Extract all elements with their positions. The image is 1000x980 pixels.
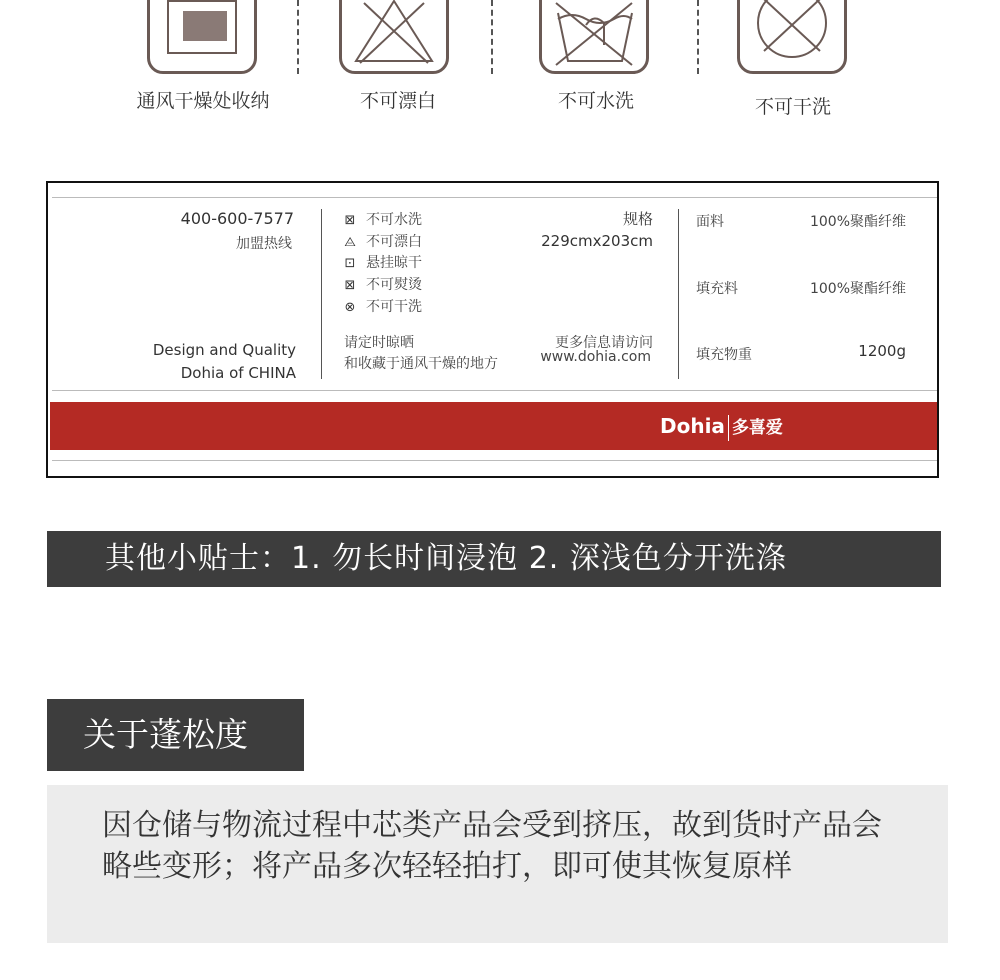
care-list-item: ⊠ 不可水洗 bbox=[342, 209, 422, 229]
divider bbox=[697, 0, 699, 74]
divider bbox=[52, 390, 937, 391]
filling-value: 100%聚酯纤维 bbox=[809, 281, 906, 297]
filling-weight-label: 填充物重 bbox=[696, 347, 752, 363]
divider bbox=[678, 209, 679, 379]
no-bleach-icon bbox=[339, 0, 449, 74]
brand-band bbox=[50, 402, 937, 450]
hotline-label: 加盟热线 bbox=[236, 236, 292, 252]
fluffiness-paragraph: 因仓储与物流过程中芯类产品会受到挤压，故到货时产品会略些变形；将产品多次轻轻拍打，即可使其恢复原样 bbox=[102, 808, 882, 884]
more-info-line-2: www.dohia.com bbox=[540, 349, 651, 365]
care-list-item: ⊗ 不可干洗 bbox=[342, 296, 422, 316]
design-line-2: Dohia of CHINA bbox=[180, 364, 296, 382]
more-info-line-1: 更多信息请访问 bbox=[555, 335, 653, 351]
brand-logo bbox=[660, 413, 783, 441]
fabric-value: 100%聚酯纤维 bbox=[809, 214, 906, 230]
care-label: 不可漂白 bbox=[359, 90, 436, 112]
section-heading: 关于蓬松度 bbox=[47, 699, 304, 771]
brand-latin: Dohia bbox=[660, 414, 725, 438]
hotline-number: 400-600-7577 bbox=[180, 209, 294, 228]
filling-weight-value: 1200g bbox=[858, 342, 906, 360]
spec-label: 规格 bbox=[622, 210, 653, 228]
fluffiness-note-box bbox=[47, 785, 948, 943]
care-label: 通风干燥处收纳 bbox=[136, 90, 270, 112]
no-wash-icon: ⊠ bbox=[344, 213, 356, 228]
spec-value: 229cmx203cm bbox=[541, 232, 653, 250]
dry-flat-shade-icon bbox=[147, 0, 257, 74]
care-list-item: ⨺ 不可漂白 bbox=[342, 231, 422, 251]
divider bbox=[321, 209, 322, 379]
product-label-card bbox=[46, 181, 939, 478]
care-label: 不可干洗 bbox=[754, 96, 831, 118]
no-bleach-icon: ⨺ bbox=[344, 235, 356, 250]
divider bbox=[52, 460, 937, 461]
tips-banner: 其他小贴士：1. 勿长时间浸泡 2. 深浅色分开洗涤 bbox=[47, 531, 941, 587]
no-dry-clean-icon: ⊗ bbox=[344, 300, 356, 315]
fabric-label: 面料 bbox=[696, 214, 724, 230]
care-note-line-2: 和收藏于通风干燥的地方 bbox=[344, 356, 498, 372]
no-wash-icon bbox=[539, 0, 649, 74]
care-list-item: ⊡ 悬挂晾干 bbox=[342, 252, 422, 272]
hang-dry-icon: ⊡ bbox=[344, 256, 356, 271]
divider bbox=[52, 197, 937, 198]
divider bbox=[491, 0, 493, 74]
no-dry-clean-icon bbox=[737, 0, 847, 74]
divider bbox=[297, 0, 299, 74]
no-iron-icon: ⊠ bbox=[344, 278, 356, 293]
care-label: 不可水洗 bbox=[557, 90, 634, 112]
brand-chinese: 多喜爱 bbox=[731, 418, 783, 438]
filling-label: 填充料 bbox=[696, 281, 738, 297]
care-note-line-1: 请定时晾晒 bbox=[344, 335, 414, 351]
care-list-item: ⊠ 不可熨烫 bbox=[342, 274, 422, 294]
design-line-1: Design and Quality bbox=[152, 341, 296, 359]
